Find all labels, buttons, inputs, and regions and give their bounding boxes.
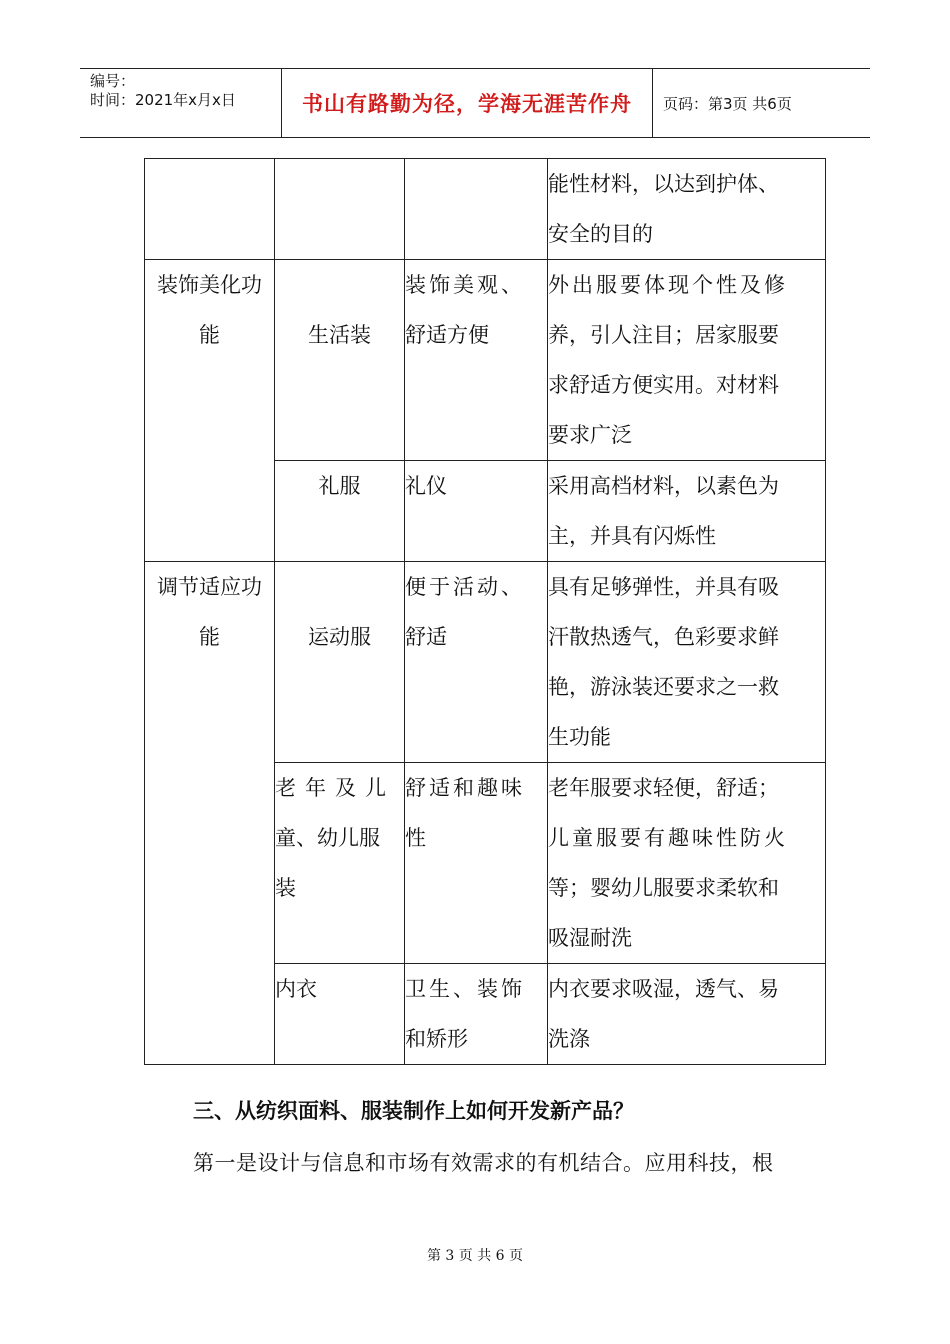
section-paragraph: 第一是设计与信息和市场有效需求的有机结合。应用科技，根 xyxy=(193,1151,774,1175)
desc-line: 具有足够弹性，并具有吸 xyxy=(548,575,779,599)
function-line: 能 xyxy=(199,323,220,347)
desc-line: 养，引人注目；居家服要 xyxy=(548,323,779,347)
function-line: 调节适应功 xyxy=(157,575,262,599)
header-page-info: 页码：第3页 共6页 xyxy=(663,94,792,113)
requirement-cell xyxy=(405,461,548,562)
desc-line: 安全的目的 xyxy=(548,222,653,246)
desc-line: 儿童服要有趣味性防火 xyxy=(548,826,788,850)
table-cell-empty xyxy=(145,159,275,260)
table-cell-desc xyxy=(548,562,826,763)
desc-line: 内衣要求吸湿，透气、易 xyxy=(548,977,779,1001)
desc-line: 外出服要体现个性及修 xyxy=(548,273,788,297)
type-label: 运动服 xyxy=(308,625,371,649)
requirement-line: 舒适方便 xyxy=(405,323,489,347)
requirement-line: 和矫形 xyxy=(405,1027,468,1051)
desc-line: 采用高档材料，以素色为 xyxy=(548,474,779,498)
header-motto: 书山有路勤为径，学海无涯苦作舟 xyxy=(282,69,653,137)
desc-line: 吸湿耐洗 xyxy=(548,926,632,950)
type-line: 装 xyxy=(275,876,296,900)
desc-line: 求舒适方便实用。对材料 xyxy=(548,373,779,397)
table-cell-desc xyxy=(548,763,826,964)
requirement-line: 装饰美观、 xyxy=(405,273,525,297)
type-line: 老年及儿 xyxy=(275,776,395,800)
type-label: 内衣 xyxy=(275,977,317,1001)
function-line: 能 xyxy=(199,625,220,649)
function-cell-decor xyxy=(145,260,275,562)
desc-line: 生功能 xyxy=(548,725,611,749)
table-cell-desc xyxy=(548,461,826,562)
type-cell xyxy=(275,461,405,562)
requirement-cell xyxy=(405,964,548,1065)
type-cell xyxy=(275,562,405,763)
requirement-line: 卫生、装饰 xyxy=(405,977,525,1001)
type-cell xyxy=(275,964,405,1065)
table-cell-desc xyxy=(548,964,826,1065)
requirement-line: 便于活动、 xyxy=(405,575,525,599)
function-cell-adapt xyxy=(145,562,275,1065)
table-cell-desc xyxy=(548,159,826,260)
requirement-cell xyxy=(405,260,548,461)
requirement-cell xyxy=(405,562,548,763)
page-footer: 第 3 页 共 6 页 xyxy=(426,1248,524,1264)
table-cell-desc xyxy=(548,260,826,461)
document-header xyxy=(80,68,870,138)
type-cell xyxy=(275,260,405,461)
desc-line: 能性材料，以达到护体、 xyxy=(548,172,779,196)
table-row xyxy=(145,159,826,260)
doc-number-label: 编号： xyxy=(90,72,136,90)
type-line: 童、幼儿服 xyxy=(275,826,380,850)
desc-line: 等；婴幼儿服要求柔软和 xyxy=(548,876,779,900)
requirement-line: 舒适和趣味 xyxy=(405,776,525,800)
table-cell-empty xyxy=(275,159,405,260)
desc-line: 汗散热透气，色彩要求鲜 xyxy=(548,625,779,649)
function-line: 装饰美化功 xyxy=(157,273,262,297)
desc-line: 洗涤 xyxy=(548,1027,590,1051)
requirement-line: 舒适 xyxy=(405,625,447,649)
type-cell xyxy=(275,763,405,964)
clothing-function-table xyxy=(144,158,826,1065)
doc-time-label: 时间：2021年x月x日 xyxy=(90,91,236,109)
table-row xyxy=(145,562,826,763)
desc-line: 老年服要求轻便，舒适； xyxy=(548,776,779,800)
requirement-line: 性 xyxy=(405,826,426,850)
desc-line: 艳，游泳装还要求之一救 xyxy=(548,675,779,699)
desc-line: 要求广泛 xyxy=(548,423,632,447)
type-label: 礼服 xyxy=(318,474,361,498)
requirement-line: 礼仪 xyxy=(405,474,447,498)
type-label: 生活装 xyxy=(308,323,371,347)
table-row xyxy=(145,260,826,461)
header-meta xyxy=(80,69,282,137)
desc-line: 主，并具有闪烁性 xyxy=(548,524,716,548)
table-cell-empty xyxy=(405,159,548,260)
section-title: 三、从纺织面料、服装制作上如何开发新产品？ xyxy=(193,1099,634,1123)
requirement-cell xyxy=(405,763,548,964)
